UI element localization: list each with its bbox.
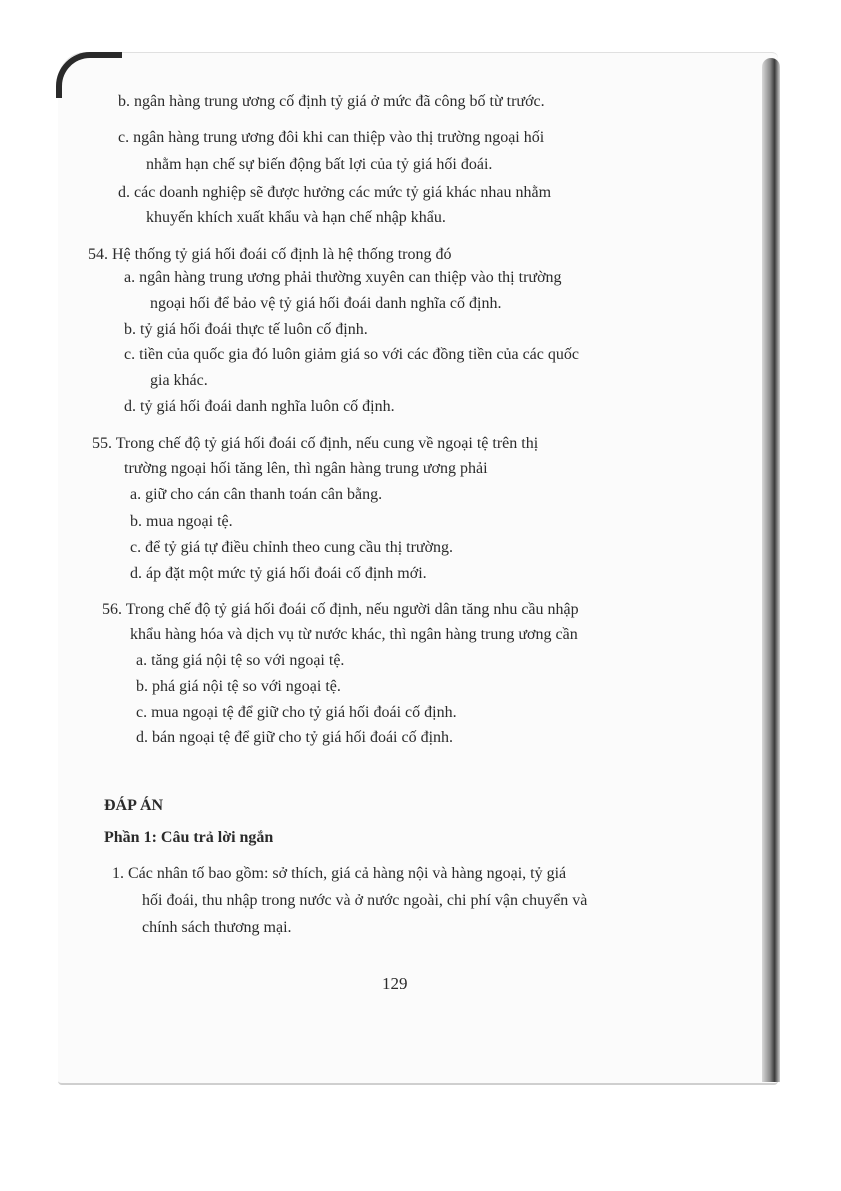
book-spine-shadow	[762, 58, 780, 1082]
page-number: 129	[382, 974, 408, 993]
text-line: b. tỷ giá hối đoái thực tế luôn cố định.	[124, 321, 368, 338]
answer-heading: ĐÁP ÁN	[104, 797, 164, 814]
text-line: c. tiền của quốc gia đó luôn giảm giá so với các đồng tiền của các quốc	[124, 346, 579, 363]
text-line: b. ngân hàng trung ương cố định tỷ giá ở mức đã công bố từ trước.	[118, 93, 545, 110]
text-line: khẩu hàng hóa và dịch vụ từ nước khác, thì ngân hàng trung ương cần	[130, 626, 578, 643]
text-line: c. ngân hàng trung ương đôi khi can thiệp vào thị trường ngoại hối	[118, 129, 545, 146]
text-line: d. áp đặt một mức tỷ giá hối đoái cố định mới.	[130, 565, 427, 582]
text-line: a. tăng giá nội tệ so với ngoại tệ.	[136, 652, 345, 669]
text-line: d. tỷ giá hối đoái danh nghĩa luôn cố định.	[124, 398, 395, 415]
text-line: gia khác.	[150, 372, 208, 389]
answer-line-3: chính sách thương mại.	[142, 919, 292, 936]
text-line: nhằm hạn chế sự biến động bất lợi của tỷ giá hối đoái.	[146, 156, 493, 173]
text-line: 54. Hệ thống tỷ giá hối đoái cố định là hệ thống trong đó	[88, 246, 452, 263]
section-heading: Phần 1: Câu trả lời ngắn	[104, 829, 274, 846]
text-line: c. để tỷ giá tự điều chỉnh theo cung cầu thị trường.	[130, 539, 454, 556]
text-line: khuyến khích xuất khẩu và hạn chế nhập khẩu.	[146, 209, 446, 226]
text-line: d. bán ngoại tệ để giữ cho tỷ giá hối đoái cố định.	[136, 729, 454, 746]
text-line: ngoại hối để bảo vệ tỷ giá hối đoái danh nghĩa cố định.	[150, 295, 502, 312]
text-line: 55. Trong chế độ tỷ giá hối đoái cố định, nếu cung về ngoại tệ trên thị	[92, 435, 539, 452]
text-line: a. giữ cho cán cân thanh toán cân bằng.	[130, 486, 383, 503]
text-line: c. mua ngoại tệ để giữ cho tỷ giá hối đoái cố định.	[136, 704, 457, 721]
answer-line-2: hối đoái, thu nhập trong nước và ở nước ngoài, chi phí vận chuyển và	[142, 892, 588, 909]
text-line: b. phá giá nội tệ so với ngoại tệ.	[136, 678, 341, 695]
answer-line-1: 1. Các nhân tố bao gồm: sở thích, giá cả hàng nội và hàng ngoại, tỷ giá	[112, 865, 567, 882]
text-line: b. mua ngoại tệ.	[130, 513, 233, 530]
text-line: d. các doanh nghiệp sẽ được hưởng các mức tỷ giá khác nhau nhằm	[118, 184, 552, 201]
text-line: a. ngân hàng trung ương phải thường xuyên can thiệp vào thị trường	[124, 269, 562, 286]
text-line: 56. Trong chế độ tỷ giá hối đoái cố định, nếu người dân tăng nhu cầu nhập	[102, 601, 579, 618]
text-line: trường ngoại hối tăng lên, thì ngân hàng trung ương phải	[124, 460, 488, 477]
